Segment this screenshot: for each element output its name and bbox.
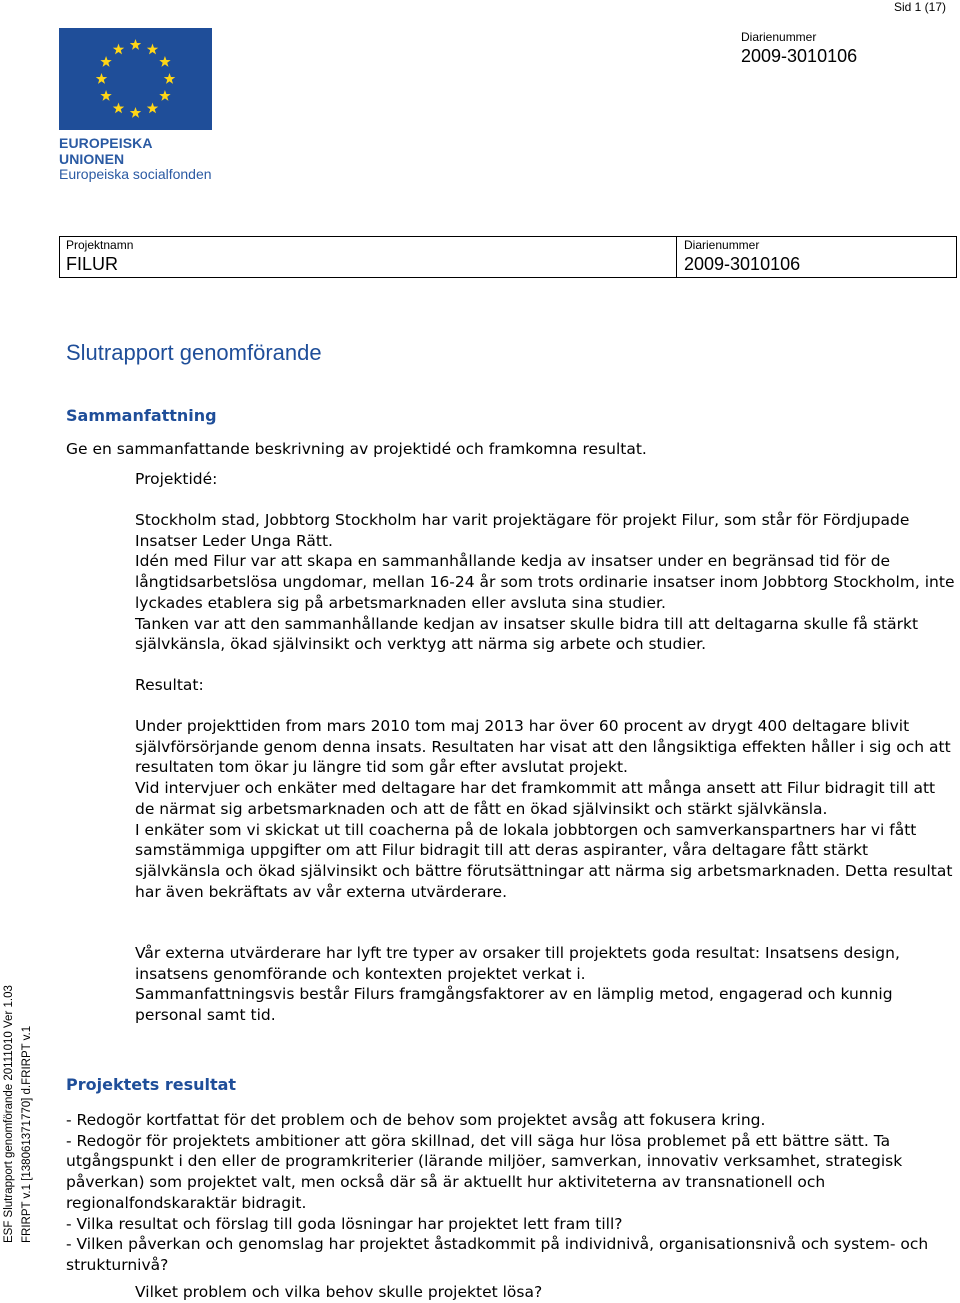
projektets-resultat-list <box>66 1110 956 1276</box>
projektide-label: Projektidé: <box>135 470 218 488</box>
star-icon <box>130 107 141 118</box>
resultat-paragraph: Under projekttiden from mars 2010 tom maj 2013 har över 60 procent av drygt 400 deltagare blivit självförsörjande genom denna insats. Resultaten har visat att den långsiktiga effekten håller i sig och att resultaten tom ökar ju längre tid som går efter avslutat projekt. <box>135 717 951 777</box>
document-title: Slutrapport genomförande <box>66 340 322 365</box>
projektide-paragraph: Stockholm stad, Jobbtorg Stockholm har varit projektägare för projekt Filur, som står för Fördjupade Insatser Leder Unga Rätt. <box>135 511 910 550</box>
eu-flag-icon <box>59 28 212 130</box>
top-diarienummer-label: Diarienummer <box>741 30 817 44</box>
top-diarienummer <box>741 30 857 68</box>
star-icon <box>159 90 170 101</box>
projektide-text <box>135 510 957 655</box>
resultat-paragraph: Vid intervjuer och enkäter med deltagare har det framkommit att många ansett att Filur bidragit till att de närmat sig arbetsmarknaden och att de fått en ökad självinsikt och stärkt självkänsla. <box>135 779 936 818</box>
external-paragraph: Vår externa utvärderare har lyft tre typer av orsaker till projektets goda resultat: Insatsens design, insatsens genomförande och kontexten projektet verkat i. <box>135 944 900 983</box>
logo-subtitle: Europeiska socialfonden <box>59 166 212 182</box>
resultat-paragraph: I enkäter som vi skickat ut till coacherna på de lokala jobbtorgen och samverkanspartners har vi fått samstämmiga uppgifter om att Filur bidragit till att deras aspiranter, våra deltagare fått stärkt självkänsla och ökad självinsikt och bättre förutsättningar att närma sig arbetsmarknaden. Detta resultat har även bekräftats av vår externa utvärderare. <box>135 820 953 901</box>
side-footer-text <box>0 985 36 1243</box>
side-footer-line2: FRIRPT v.1 [138061371770] d.FRIRPT v.1 <box>21 1025 33 1243</box>
project-name-cell <box>66 238 133 276</box>
project-diarienummer-label: Diarienummer <box>684 238 760 252</box>
star-icon <box>100 56 111 67</box>
star-icon <box>159 56 170 67</box>
section-heading-projektets-resultat: Projektets resultat <box>66 1075 237 1094</box>
project-name-label: Projektnamn <box>66 238 134 252</box>
star-icon <box>147 102 158 113</box>
project-box-divider <box>676 237 677 277</box>
star-icon <box>113 44 124 55</box>
top-diarienummer-value: 2009-3010106 <box>741 46 858 66</box>
resultat-text <box>135 716 957 902</box>
projektide-paragraph: Idén med Filur var att skapa en sammanhållande kedja av insatser under en begränsad tid för de långtidsarbetslösa ungdomar, mellan 16-24 år som trots ordinarie insatser inom Jobbtorg Stockholm, inte lyckades etablera sig på arbetsmarknaden eller avsluta sina studier. <box>135 552 955 612</box>
star-icon <box>130 39 141 50</box>
problem-question: Vilket problem och vilka behov skulle projektet lösa? <box>135 1283 543 1301</box>
star-icon <box>113 102 124 113</box>
project-info-box <box>59 236 957 278</box>
star-icon <box>147 44 158 55</box>
list-item: - Vilka resultat och förslag till goda lösningar har projektet lett fram till? <box>66 1214 623 1233</box>
star-icon <box>96 73 107 84</box>
projektide-paragraph: Tanken var att den sammanhållande kedjan av insatser skulle bidra till att deltagarna skulle få stärkt självkänsla, ökad självinsikt och verktyg att närma sig arbete och studier. <box>135 614 919 654</box>
star-icon <box>164 73 175 84</box>
section-heading-sammanfattning: Sammanfattning <box>66 406 217 425</box>
eu-logo <box>59 28 212 182</box>
project-diarienummer-value: 2009-3010106 <box>684 254 801 274</box>
project-name-value: FILUR <box>66 254 119 274</box>
eu-stars <box>59 28 212 130</box>
page-number: Sid 1 (17) <box>893 0 946 14</box>
star-icon <box>100 90 111 101</box>
sammanfattning-instruction: Ge en sammanfattande beskrivning av projektidé och framkomna resultat. <box>66 440 647 458</box>
resultat-label: Resultat: <box>135 676 204 694</box>
list-item: - Vilken påverkan och genomslag har projektet åstadkommit på individnivå, organisationsnivå och system- och strukturnivå? <box>66 1235 929 1274</box>
project-diarienummer-cell <box>684 238 800 276</box>
side-footer-line1: ESF Slutrapport genomförande 20111010 Ver 1.03 <box>3 985 15 1243</box>
external-evaluation-text <box>135 943 957 1026</box>
logo-title: EUROPEISKA UNIONEN <box>59 135 153 167</box>
list-item: - Redogör kortfattat för det problem och de behov som projektet avsåg att fokusera kring. <box>66 1111 766 1129</box>
list-item: - Redogör för projektets ambitioner att göra skillnad, det vill säga hur lösa problemet på ett bättre sätt. Ta utgångspunkt i den eller de programkriterier (lärande miljöer, samverkan, innovativ verksamhet, strategisk påverkan) som projektet valt, men också där så är aktuellt hur aktiviteterna av transnationell och regionalfondskaraktär bidragit. <box>66 1131 903 1212</box>
external-paragraph: Sammanfattningsvis består Filurs framgångsfaktorer av en lämplig metod, engagerad och kunnig personal samt tid. <box>135 985 893 1025</box>
